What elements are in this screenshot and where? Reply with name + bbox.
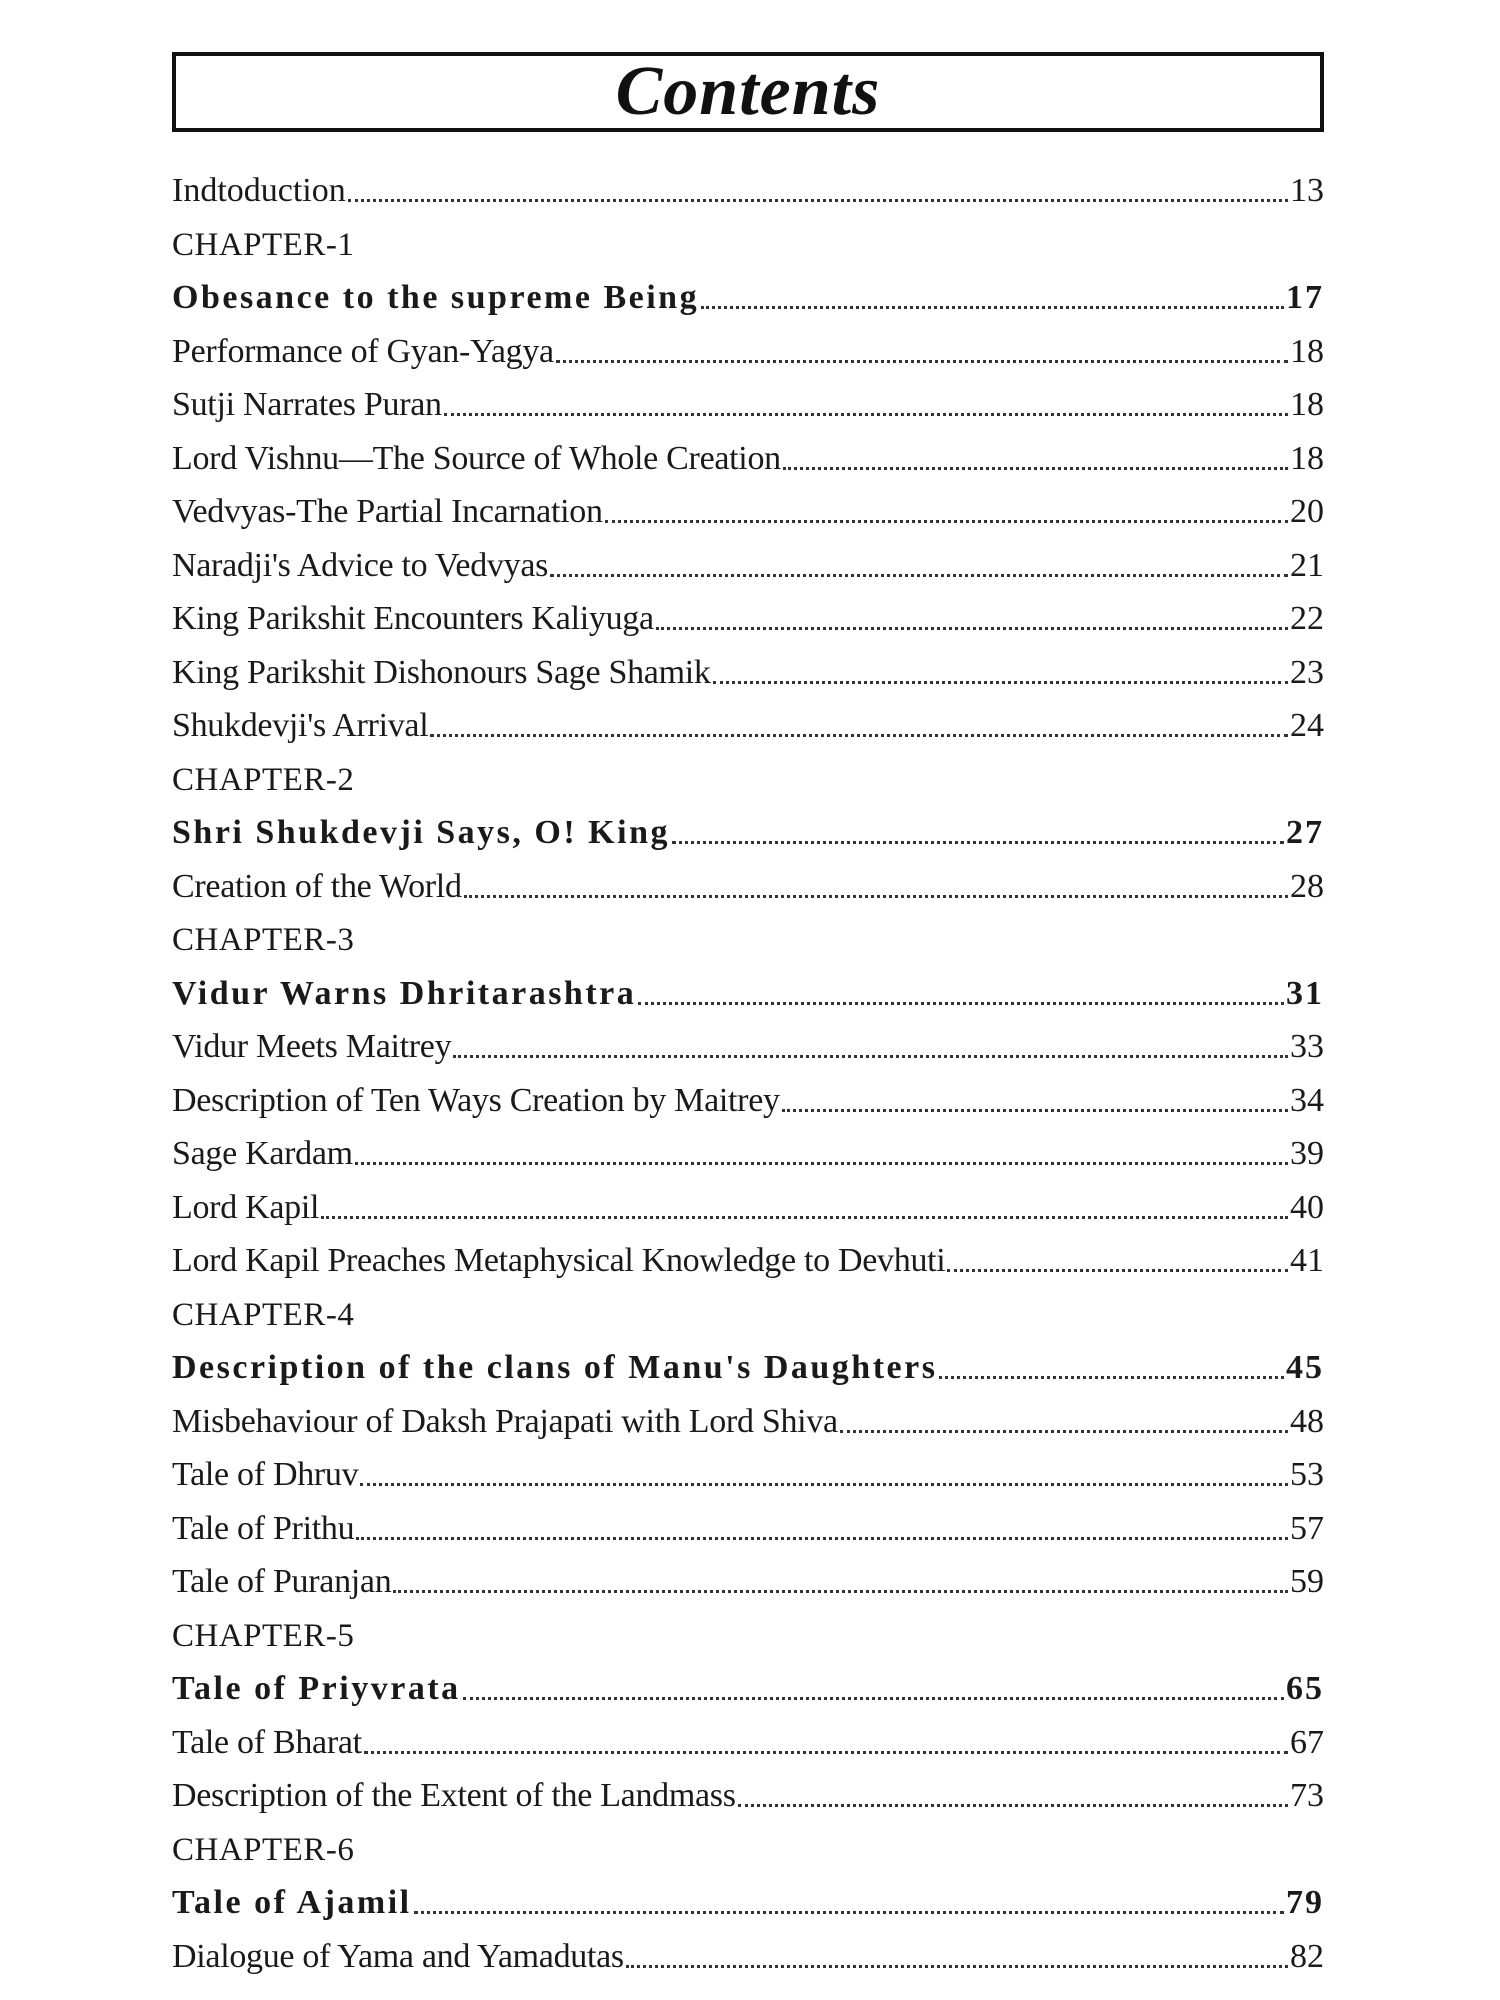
- dot-leader: [364, 1751, 1288, 1754]
- dot-leader: [947, 1269, 1288, 1272]
- toc-entry-title: King Parikshit Dishonours Sage Shamik: [172, 653, 711, 691]
- dot-leader: [783, 467, 1288, 470]
- chapter-heading: [172, 1286, 1324, 1340]
- toc-entry: [172, 965, 1324, 1019]
- toc-entry-title: Lord Kapil Preaches Metaphysical Knowledge to Devhuti: [172, 1242, 946, 1279]
- toc-entry-title: Indtoduction: [172, 172, 346, 209]
- chapter-label: CHAPTER-2: [172, 761, 355, 798]
- toc-page-number: 65: [1286, 1670, 1324, 1707]
- toc-entry: [172, 377, 1324, 431]
- dot-leader: [464, 895, 1288, 898]
- toc-entry-title: Lord Vishnu—The Source of Whole Creation: [172, 439, 781, 477]
- toc-entry-title: Tale of Bharat: [172, 1723, 362, 1761]
- toc-entry: [172, 644, 1324, 698]
- toc-page-number: 34: [1290, 1081, 1324, 1119]
- toc-page-number: 53: [1290, 1456, 1324, 1493]
- toc-page-number: 82: [1290, 1937, 1324, 1975]
- toc-entry-title: Naradji's Advice to Vedvyas: [172, 546, 549, 584]
- chapter-heading: [172, 912, 1324, 966]
- toc-entry: [172, 1179, 1324, 1233]
- dot-leader: [713, 681, 1288, 684]
- chapter-heading: [172, 1607, 1324, 1661]
- toc-entry-title: Obesance to the supreme Being: [172, 279, 700, 316]
- toc-entry: [172, 270, 1324, 324]
- toc-entry-title: Description of the Extent of the Landmass: [172, 1777, 736, 1814]
- dot-leader: [321, 1216, 1288, 1219]
- toc-entry: [172, 1554, 1324, 1608]
- toc-entry: [172, 858, 1324, 912]
- toc-entry-title: Vidur Meets Maitrey: [172, 1028, 452, 1065]
- toc-entry: [172, 1447, 1324, 1501]
- toc-entry-title: Sage Kardam: [172, 1135, 353, 1172]
- dot-leader: [626, 1965, 1288, 1968]
- dot-leader: [550, 574, 1288, 577]
- toc-entry: [172, 805, 1324, 859]
- toc-page-number: 27: [1286, 814, 1324, 851]
- dot-leader: [556, 360, 1288, 363]
- dot-leader: [605, 520, 1288, 523]
- toc-entry: [172, 1928, 1324, 1982]
- dot-leader: [393, 1590, 1288, 1593]
- toc-entry-title: Dialogue of Yama and Yamadutas: [172, 1937, 624, 1975]
- dot-leader: [360, 1483, 1288, 1486]
- toc-entry: [172, 698, 1324, 752]
- toc-page-number: 28: [1290, 867, 1324, 905]
- dot-leader: [939, 1376, 1284, 1379]
- toc-entry-title: Tale of Prithu: [172, 1509, 355, 1547]
- toc-entry: [172, 1393, 1324, 1447]
- toc-entry-title: Shri Shukdevji Says, O! King: [172, 814, 670, 851]
- dot-leader: [430, 734, 1288, 737]
- toc-entry-title: Description of Ten Ways Creation by Maitrey: [172, 1081, 780, 1119]
- toc-page-number: 45: [1286, 1349, 1324, 1386]
- toc-entry: [172, 430, 1324, 484]
- toc-page-number: 48: [1290, 1402, 1324, 1440]
- chapter-heading: [172, 216, 1324, 270]
- toc-page-number: 41: [1290, 1242, 1324, 1279]
- toc-entry: [172, 1768, 1324, 1822]
- toc-page-number: 17: [1286, 279, 1324, 316]
- toc-page-number: 67: [1290, 1723, 1324, 1761]
- page-title: Contents: [615, 53, 881, 130]
- toc-entry: [172, 1126, 1324, 1180]
- title-box: [172, 52, 1324, 132]
- toc-entry-title: Vedvyas-The Partial Incarnation: [172, 493, 603, 530]
- chapter-label: CHAPTER-4: [172, 1296, 355, 1333]
- toc-entry: [172, 1233, 1324, 1287]
- toc-entry: [172, 484, 1324, 538]
- dot-leader: [701, 306, 1284, 309]
- dot-leader: [672, 841, 1284, 844]
- toc-page-number: 24: [1290, 707, 1324, 744]
- toc-entry-title: Sutji Narrates Puran: [172, 386, 442, 423]
- toc-entry-title: Tale of Ajamil: [172, 1884, 412, 1921]
- dot-leader: [414, 1911, 1284, 1914]
- chapter-heading: [172, 1821, 1324, 1875]
- toc-entry-title: Misbehaviour of Daksh Prajapati with Lord Shiva: [172, 1402, 838, 1440]
- toc-entry-title: Shukdevji's Arrival: [172, 707, 429, 744]
- dot-leader: [463, 1697, 1284, 1700]
- toc-entry-title: King Parikshit Encounters Kaliyuga: [172, 600, 654, 637]
- toc-entry: [172, 1714, 1324, 1768]
- toc-page-number: 73: [1290, 1777, 1324, 1814]
- toc-entry: [172, 1500, 1324, 1554]
- toc-page-number: 13: [1290, 172, 1324, 209]
- toc-page-number: 18: [1290, 332, 1324, 370]
- toc-page-number: 20: [1290, 493, 1324, 530]
- toc-entry-title: Description of the clans of Manu's Daughters: [172, 1349, 938, 1386]
- chapter-label: CHAPTER-1: [172, 226, 355, 263]
- chapter-heading: [172, 751, 1324, 805]
- toc-entry-title: Performance of Gyan-Yagya: [172, 332, 554, 370]
- toc-entry: [172, 1340, 1324, 1394]
- dot-leader: [840, 1430, 1288, 1433]
- toc-entry: [172, 1019, 1324, 1073]
- chapter-label: CHAPTER-6: [172, 1831, 355, 1868]
- toc-entry: [172, 1072, 1324, 1126]
- toc-page-number: 57: [1290, 1509, 1324, 1547]
- toc-entry-title: Tale of Dhruv: [172, 1456, 359, 1493]
- chapter-label: CHAPTER-5: [172, 1617, 355, 1654]
- toc-page-number: 18: [1290, 386, 1324, 423]
- toc-page-number: 59: [1290, 1563, 1324, 1600]
- toc-entry-title: Tale of Priyvrata: [172, 1670, 461, 1707]
- dot-leader: [656, 627, 1288, 630]
- toc-page-number: 79: [1286, 1884, 1324, 1921]
- dot-leader: [782, 1109, 1288, 1112]
- toc-page-number: 39: [1290, 1135, 1324, 1172]
- toc-page-number: 23: [1290, 653, 1324, 691]
- toc-entry: [172, 591, 1324, 645]
- toc-entry: [172, 1661, 1324, 1715]
- toc-page-number: 40: [1290, 1188, 1324, 1226]
- toc-page-number: 33: [1290, 1028, 1324, 1065]
- toc-entry: [172, 150, 1324, 216]
- toc-entry-title: Vidur Warns Dhritarashtra: [172, 974, 637, 1012]
- toc-page-number: 31: [1286, 974, 1324, 1012]
- dot-leader: [453, 1055, 1288, 1058]
- toc-page-number: 18: [1290, 439, 1324, 477]
- dot-leader: [355, 1162, 1288, 1165]
- chapter-label: CHAPTER-3: [172, 922, 355, 958]
- toc-entry: [172, 1875, 1324, 1929]
- toc-page-number: 21: [1290, 546, 1324, 584]
- dot-leader: [356, 1537, 1288, 1540]
- toc-entry-title: Creation of the World: [172, 867, 462, 905]
- toc-entry: [172, 537, 1324, 591]
- toc-entry-title: Lord Kapil: [172, 1188, 320, 1226]
- dot-leader: [638, 1002, 1284, 1005]
- dot-leader: [348, 199, 1288, 202]
- table-of-contents: [172, 150, 1324, 1982]
- toc-entry-title: Tale of Puranjan: [172, 1563, 392, 1600]
- toc-page-number: 22: [1290, 600, 1324, 637]
- dot-leader: [738, 1804, 1288, 1807]
- dot-leader: [444, 413, 1288, 416]
- toc-entry: [172, 323, 1324, 377]
